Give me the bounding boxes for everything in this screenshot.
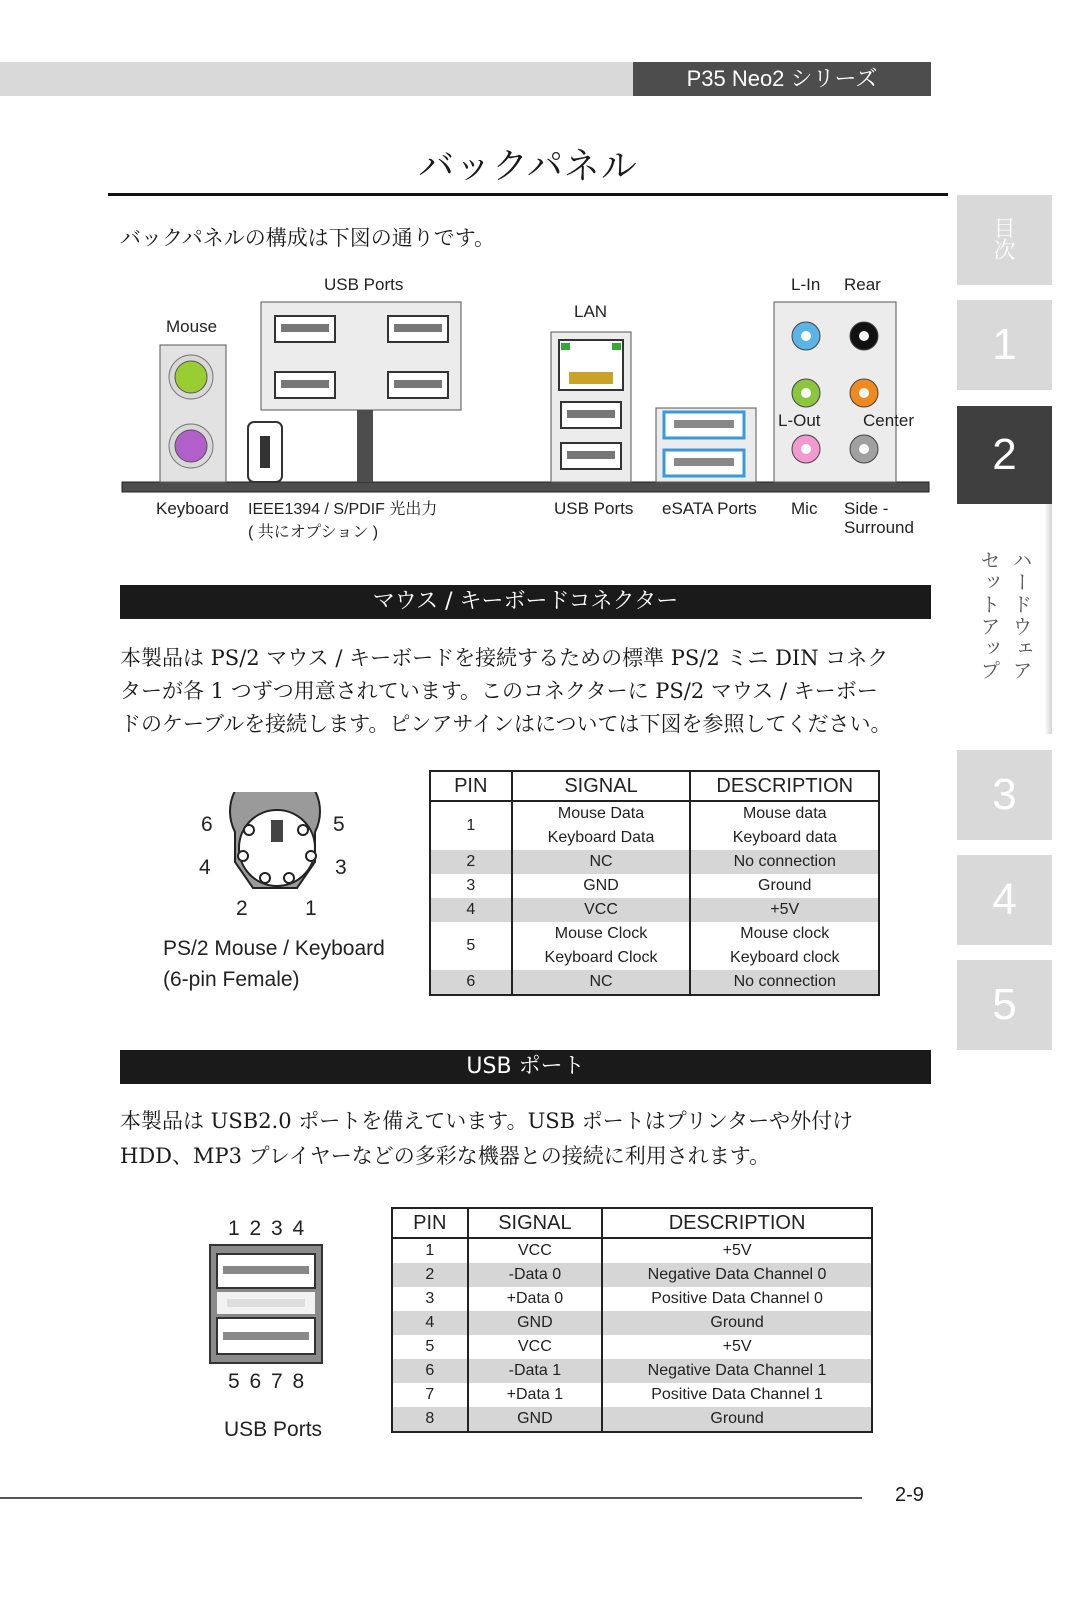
audio-jack-rear-hole — [859, 331, 869, 341]
audio-jack-side-hole — [859, 444, 869, 454]
ps2-mouse-port-icon — [175, 361, 207, 393]
table-row — [392, 1407, 872, 1432]
cell-signal: GND — [468, 1311, 602, 1335]
cell-description — [690, 922, 879, 970]
footer-divider — [0, 1497, 862, 1499]
audio-jack-mic-hole — [801, 444, 811, 454]
cell-description-line: Mouse data — [742, 805, 827, 822]
esata-port-tongue — [674, 420, 734, 428]
chapter-label — [957, 504, 1052, 734]
label-lan: LAN — [574, 302, 608, 321]
usb-upper-tongue — [223, 1266, 309, 1274]
table-row — [392, 1359, 872, 1383]
cell-pin: 2 — [430, 850, 512, 874]
ps2-pin-2 — [260, 873, 270, 883]
ps2-key-slot — [271, 820, 283, 842]
column-header-pin: PIN — [430, 771, 512, 801]
cell-pin: 3 — [430, 874, 512, 898]
ps2-pin-4 — [238, 851, 248, 861]
cell-pin: 1 — [430, 801, 512, 850]
usb-divider-slot — [227, 1299, 305, 1307]
label-ieee1394-spdif: IEEE1394 / S/PDIF 光出力 — [248, 501, 438, 518]
header-band — [0, 62, 633, 96]
usb-port-tongue — [394, 380, 442, 388]
table-row — [430, 850, 879, 874]
audio-jack-l-out-hole — [801, 388, 811, 398]
column-header-signal: SIGNAL — [512, 771, 691, 801]
cell-signal: NC — [512, 850, 691, 874]
cell-pin: 1 — [392, 1238, 468, 1263]
cell-signal — [512, 801, 691, 850]
tab-chapter-3[interactable]: 3 — [957, 750, 1052, 840]
ps2-pin-label-1: 1 — [305, 897, 317, 920]
cell-description: Positive Data Channel 1 — [602, 1383, 872, 1407]
ps2-pin-label-3: 3 — [335, 856, 347, 879]
ps2-caption-line-2: (6-pin Female) — [163, 968, 300, 991]
label-side: Side - — [844, 499, 889, 518]
title-divider — [108, 193, 948, 196]
usb-lower-tongue — [223, 1332, 309, 1340]
usb-pin-table — [391, 1207, 873, 1433]
usb-port-tongue — [567, 410, 615, 418]
label-l-out: L-Out — [778, 411, 821, 430]
cell-signal: VCC — [468, 1335, 602, 1359]
cell-description-line: Keyboard data — [732, 829, 837, 846]
cell-description: Ground — [602, 1311, 872, 1335]
label-surround: Surround — [844, 518, 914, 537]
cell-signal: GND — [468, 1407, 602, 1432]
table-row — [430, 922, 879, 970]
ps2-pin-table — [429, 770, 880, 996]
column-header-pin: PIN — [392, 1208, 468, 1238]
table-row — [430, 801, 879, 850]
cell-pin: 4 — [392, 1311, 468, 1335]
cell-description-line: Mouse clock — [740, 925, 830, 942]
ps2-pin-6 — [244, 825, 254, 835]
tab-chapter-4[interactable]: 4 — [957, 855, 1052, 945]
cell-signal: +Data 1 — [468, 1383, 602, 1407]
usb-body-line-2: HDD、MP3 プレイヤーなどの多彩な機器との接続に利用されます。 — [120, 1144, 771, 1168]
usb-port-tongue — [281, 380, 329, 388]
audio-jack-l-in-hole — [801, 331, 811, 341]
ps2-pin-label-2: 2 — [236, 897, 248, 920]
usb-body-line-1: 本製品は USB2.0 ポートを備えています。USB ポートはプリンターや外付け — [120, 1109, 854, 1133]
lan-port-contacts — [569, 372, 613, 384]
cell-pin: 2 — [392, 1263, 468, 1287]
ps2-body-line-2: ターが各 1 つずつ用意されています。このコネクターに PS/2 マウス / キーボー — [120, 679, 878, 703]
usb-top-pin-numbers: 1 2 3 4 — [228, 1217, 307, 1240]
cell-signal-line: Mouse Data — [557, 805, 645, 822]
tab-toc-char-2: 次 — [993, 238, 1016, 263]
usb-port-tongue — [281, 324, 329, 332]
cell-description: Positive Data Channel 0 — [602, 1287, 872, 1311]
cell-description: Negative Data Channel 1 — [602, 1359, 872, 1383]
ps2-keyboard-port-icon — [175, 430, 207, 462]
lan-led-left — [561, 343, 570, 350]
column-header-description: DESCRIPTION — [602, 1208, 872, 1238]
cell-description: Ground — [690, 874, 879, 898]
tab-chapter-5[interactable]: 5 — [957, 960, 1052, 1050]
cell-description: +5V — [602, 1238, 872, 1263]
label-mouse: Mouse — [166, 317, 218, 336]
tab-toc[interactable] — [957, 195, 1052, 285]
series-name: P35 Neo2 シリーズ — [633, 62, 931, 96]
cell-signal: NC — [512, 970, 691, 995]
label-keyboard: Keyboard — [156, 499, 229, 518]
ps2-pin-label-5: 5 — [333, 813, 345, 836]
ieee1394-port-slot — [260, 436, 270, 468]
cell-signal: +Data 0 — [468, 1287, 602, 1311]
page-title: バックパネル — [418, 146, 638, 187]
chapter-label-line-2: セットアップ — [977, 550, 1001, 682]
label-esata-ports: eSATA Ports — [662, 499, 757, 518]
table-row — [392, 1311, 872, 1335]
cell-description: +5V — [690, 898, 879, 922]
cell-description — [690, 801, 879, 850]
ps2-pin-label-6: 6 — [201, 813, 213, 836]
table-row — [392, 1383, 872, 1407]
ps2-caption-line-1: PS/2 Mouse / Keyboard — [163, 937, 385, 960]
page-number: 2-9 — [895, 1484, 924, 1506]
table-row — [392, 1238, 872, 1263]
ps2-pin-label-4: 4 — [199, 856, 211, 879]
label-usb-ports-bottom: USB Ports — [554, 499, 634, 518]
cell-description-line: Keyboard clock — [730, 949, 840, 966]
cell-pin: 6 — [392, 1359, 468, 1383]
table-row — [392, 1335, 872, 1359]
usb-top-post — [357, 410, 373, 482]
label-optional: ( 共にオプション ) — [248, 524, 379, 541]
tab-chapter-2[interactable]: 2 — [957, 406, 1052, 504]
label-rear: Rear — [844, 275, 881, 294]
ps2-pin-3 — [306, 851, 316, 861]
cell-description: No connection — [690, 850, 879, 874]
ps2-pin-5 — [298, 825, 308, 835]
ps2-body-line-1: 本製品は PS/2 マウス / キーボードを接続するための標準 PS/2 ミニ DIN コネク — [120, 646, 889, 670]
label-l-in: L-In — [791, 275, 821, 294]
table-row — [430, 898, 879, 922]
table-row — [392, 1287, 872, 1311]
cell-description: +5V — [602, 1335, 872, 1359]
section-title-usb: USB ポート — [120, 1050, 931, 1084]
table-row — [430, 970, 879, 995]
cell-pin: 5 — [392, 1335, 468, 1359]
cell-pin: 8 — [392, 1407, 468, 1432]
cell-signal-line: Keyboard Data — [547, 829, 655, 846]
label-mic: Mic — [791, 499, 818, 518]
ps2-body-line-3: ドのケーブルを接続します。ピンアサインはについては下図を参照してください。 — [120, 712, 892, 736]
audio-jack-center-hole — [859, 388, 869, 398]
cell-signal-line: Keyboard Clock — [544, 949, 658, 966]
usb-port-tongue — [567, 451, 615, 459]
cell-description: Negative Data Channel 0 — [602, 1263, 872, 1287]
cell-signal-line: Mouse Clock — [554, 925, 648, 942]
cell-pin: 7 — [392, 1383, 468, 1407]
cell-pin: 5 — [430, 922, 512, 970]
usb-caption: USB Ports — [224, 1418, 323, 1441]
usb-connector-diagram — [209, 1244, 323, 1364]
ps2-pin-1 — [284, 873, 294, 883]
cell-pin: 3 — [392, 1287, 468, 1311]
tab-chapter-1[interactable]: 1 — [957, 300, 1052, 390]
lan-led-right — [612, 343, 621, 350]
back-panel-intro: バックパネルの構成は下図の通りです。 — [120, 226, 496, 250]
cell-description: No connection — [690, 970, 879, 995]
cell-signal: -Data 0 — [468, 1263, 602, 1287]
label-usb-ports-top: USB Ports — [324, 275, 404, 294]
cell-signal: -Data 1 — [468, 1359, 602, 1383]
label-center: Center — [863, 411, 915, 430]
cell-signal: GND — [512, 874, 691, 898]
tab-toc-char-1: 目 — [993, 216, 1016, 241]
esata-port-tongue — [674, 458, 734, 466]
cell-signal — [512, 922, 691, 970]
section-title-ps2: マウス / キーボードコネクター — [120, 585, 931, 619]
cell-pin: 4 — [430, 898, 512, 922]
usb-port-tongue — [394, 324, 442, 332]
column-header-description: DESCRIPTION — [690, 771, 879, 801]
chapter-label-line-1: ハードウェア — [1009, 550, 1033, 682]
usb-bottom-pin-numbers: 5 6 7 8 — [228, 1370, 307, 1393]
cell-signal: VCC — [512, 898, 691, 922]
cell-signal: VCC — [468, 1238, 602, 1263]
column-header-signal: SIGNAL — [468, 1208, 602, 1238]
cell-pin: 6 — [430, 970, 512, 995]
panel-base-bar — [122, 482, 929, 492]
table-row — [392, 1263, 872, 1287]
ps2-connector-diagram — [215, 792, 335, 902]
cell-description: Ground — [602, 1407, 872, 1432]
table-row — [430, 874, 879, 898]
